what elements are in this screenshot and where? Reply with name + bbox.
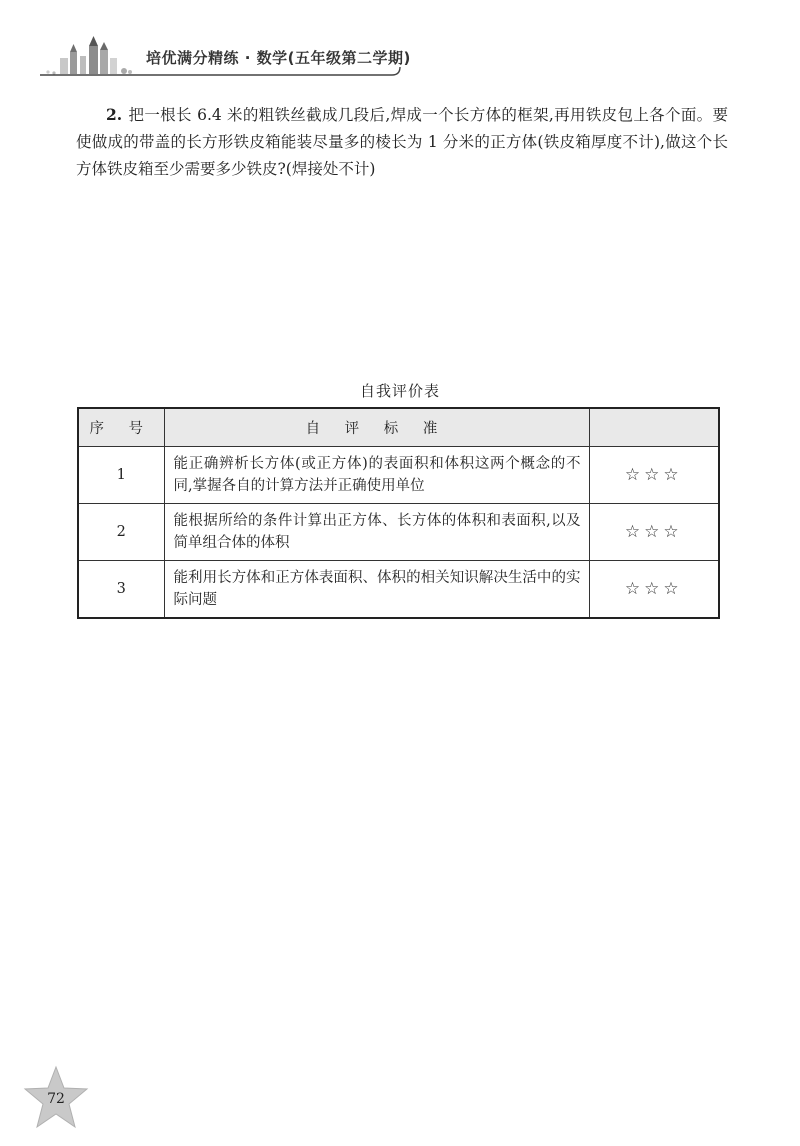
page-header bbox=[0, 0, 800, 90]
table-header-row bbox=[78, 408, 719, 447]
star-rating-icon[interactable]: ☆☆☆ bbox=[589, 561, 719, 619]
question-2 bbox=[76, 101, 728, 183]
page-number: 72 bbox=[47, 1091, 65, 1107]
question-text: 把一根长 6.4 米的粗铁丝截成几段后,焊成一个长方体的框架,再用铁皮包上各个面。要使做成的带盖的长方形铁皮箱能装尽量多的棱长为 1 分米的正方体(铁皮箱厚度不计),做这个长方体铁皮箱至少需要多少铁皮?(焊接处不计) bbox=[76, 106, 728, 178]
book-title: 培优满分精练 · 数学(五年级第二学期) bbox=[146, 49, 411, 67]
table-row bbox=[78, 447, 719, 504]
row-criteria: 能根据所给的条件计算出正方体、长方体的体积和表面积,以及简单组合体的体积 bbox=[164, 504, 589, 561]
table-row bbox=[78, 504, 719, 561]
star-rating-icon[interactable]: ☆☆☆ bbox=[589, 504, 719, 561]
row-criteria: 能利用长方体和正方体表面积、体积的相关知识解决生活中的实际问题 bbox=[164, 561, 589, 619]
header-rating bbox=[589, 408, 719, 447]
row-number: 2 bbox=[78, 504, 164, 561]
row-criteria: 能正确辨析长方体(或正方体)的表面积和体积这两个概念的不同,掌握各自的计算方法并正确使用单位 bbox=[164, 447, 589, 504]
row-number: 1 bbox=[78, 447, 164, 504]
header-number: 序 号 bbox=[78, 408, 164, 447]
question-number: 2. bbox=[106, 105, 123, 124]
row-number: 3 bbox=[78, 561, 164, 619]
table-row bbox=[78, 561, 719, 619]
header-criteria: 自 评 标 准 bbox=[164, 408, 589, 447]
star-rating-icon[interactable]: ☆☆☆ bbox=[589, 447, 719, 504]
stationery-illustration-icon bbox=[0, 0, 420, 90]
evaluation-title: 自我评价表 bbox=[359, 382, 440, 400]
self-evaluation-table bbox=[77, 407, 720, 619]
